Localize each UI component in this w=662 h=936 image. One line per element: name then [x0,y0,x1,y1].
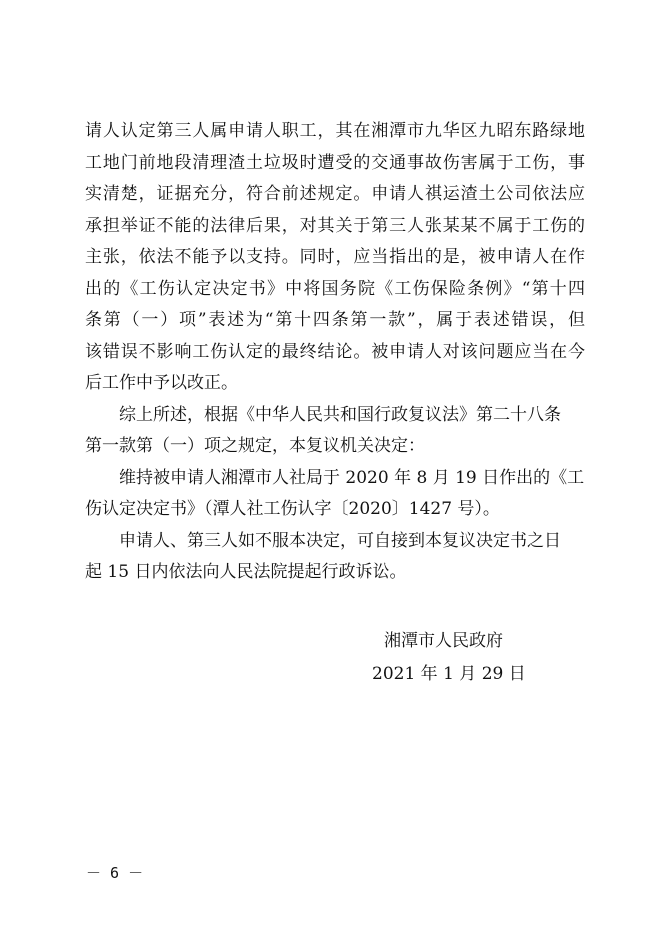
body-line: 条第（一）项”表述为“第十四条第一款”，属于表述错误，但 [85,310,585,330]
signature-date: 2021 年 1 月 29 日 [372,664,526,684]
page-number: － 6 － [86,864,144,882]
signature-organization: 湘潭市人民政府 [384,631,503,651]
body-line: 后工作中予以改正。 [85,373,238,393]
document-body [85,116,585,589]
body-line: 工地门前地段清理渣土垃圾时遭受的交通事故伤害属于工伤，事 [85,152,585,173]
body-line: 承担举证不能的法律后果，对其关于第三人张某某不属于工伤的 [85,215,585,236]
body-line: 申请人、第三人如不服本决定，可自接到本复议决定书之日 [119,530,561,551]
body-line: 请人认定第三人属申请人职工，其在湘潭市九华区九昭东路绿地 [85,121,585,141]
body-line: 起 15 日内依法向人民法院提起行政诉讼。 [85,562,407,582]
body-line: 维持被申请人湘潭市人社局于 2020 年 8 月 19 日作出的《工 [119,467,585,488]
body-line: 第一款第（一）项之规定，本复议机关决定： [85,436,425,456]
body-line: 主张，依法不能予以支持。同时，应当指出的是，被申请人在作 [85,247,585,267]
body-line: 综上所述，根据《中华人民共和国行政复议法》第二十八条 [119,404,561,425]
body-line: 实清楚，证据充分，符合前述规定。申请人祺运渣土公司依法应 [85,184,585,204]
body-line: 该错误不影响工伤认定的最终结论。被申请人对该问题应当在今 [85,341,585,362]
body-line: 伤认定决定书》（潭人社工伤认字〔2020〕1427 号）。 [85,499,500,519]
body-line: 出的《工伤认定决定书》中将国务院《工伤保险条例》“第十四 [85,278,585,299]
